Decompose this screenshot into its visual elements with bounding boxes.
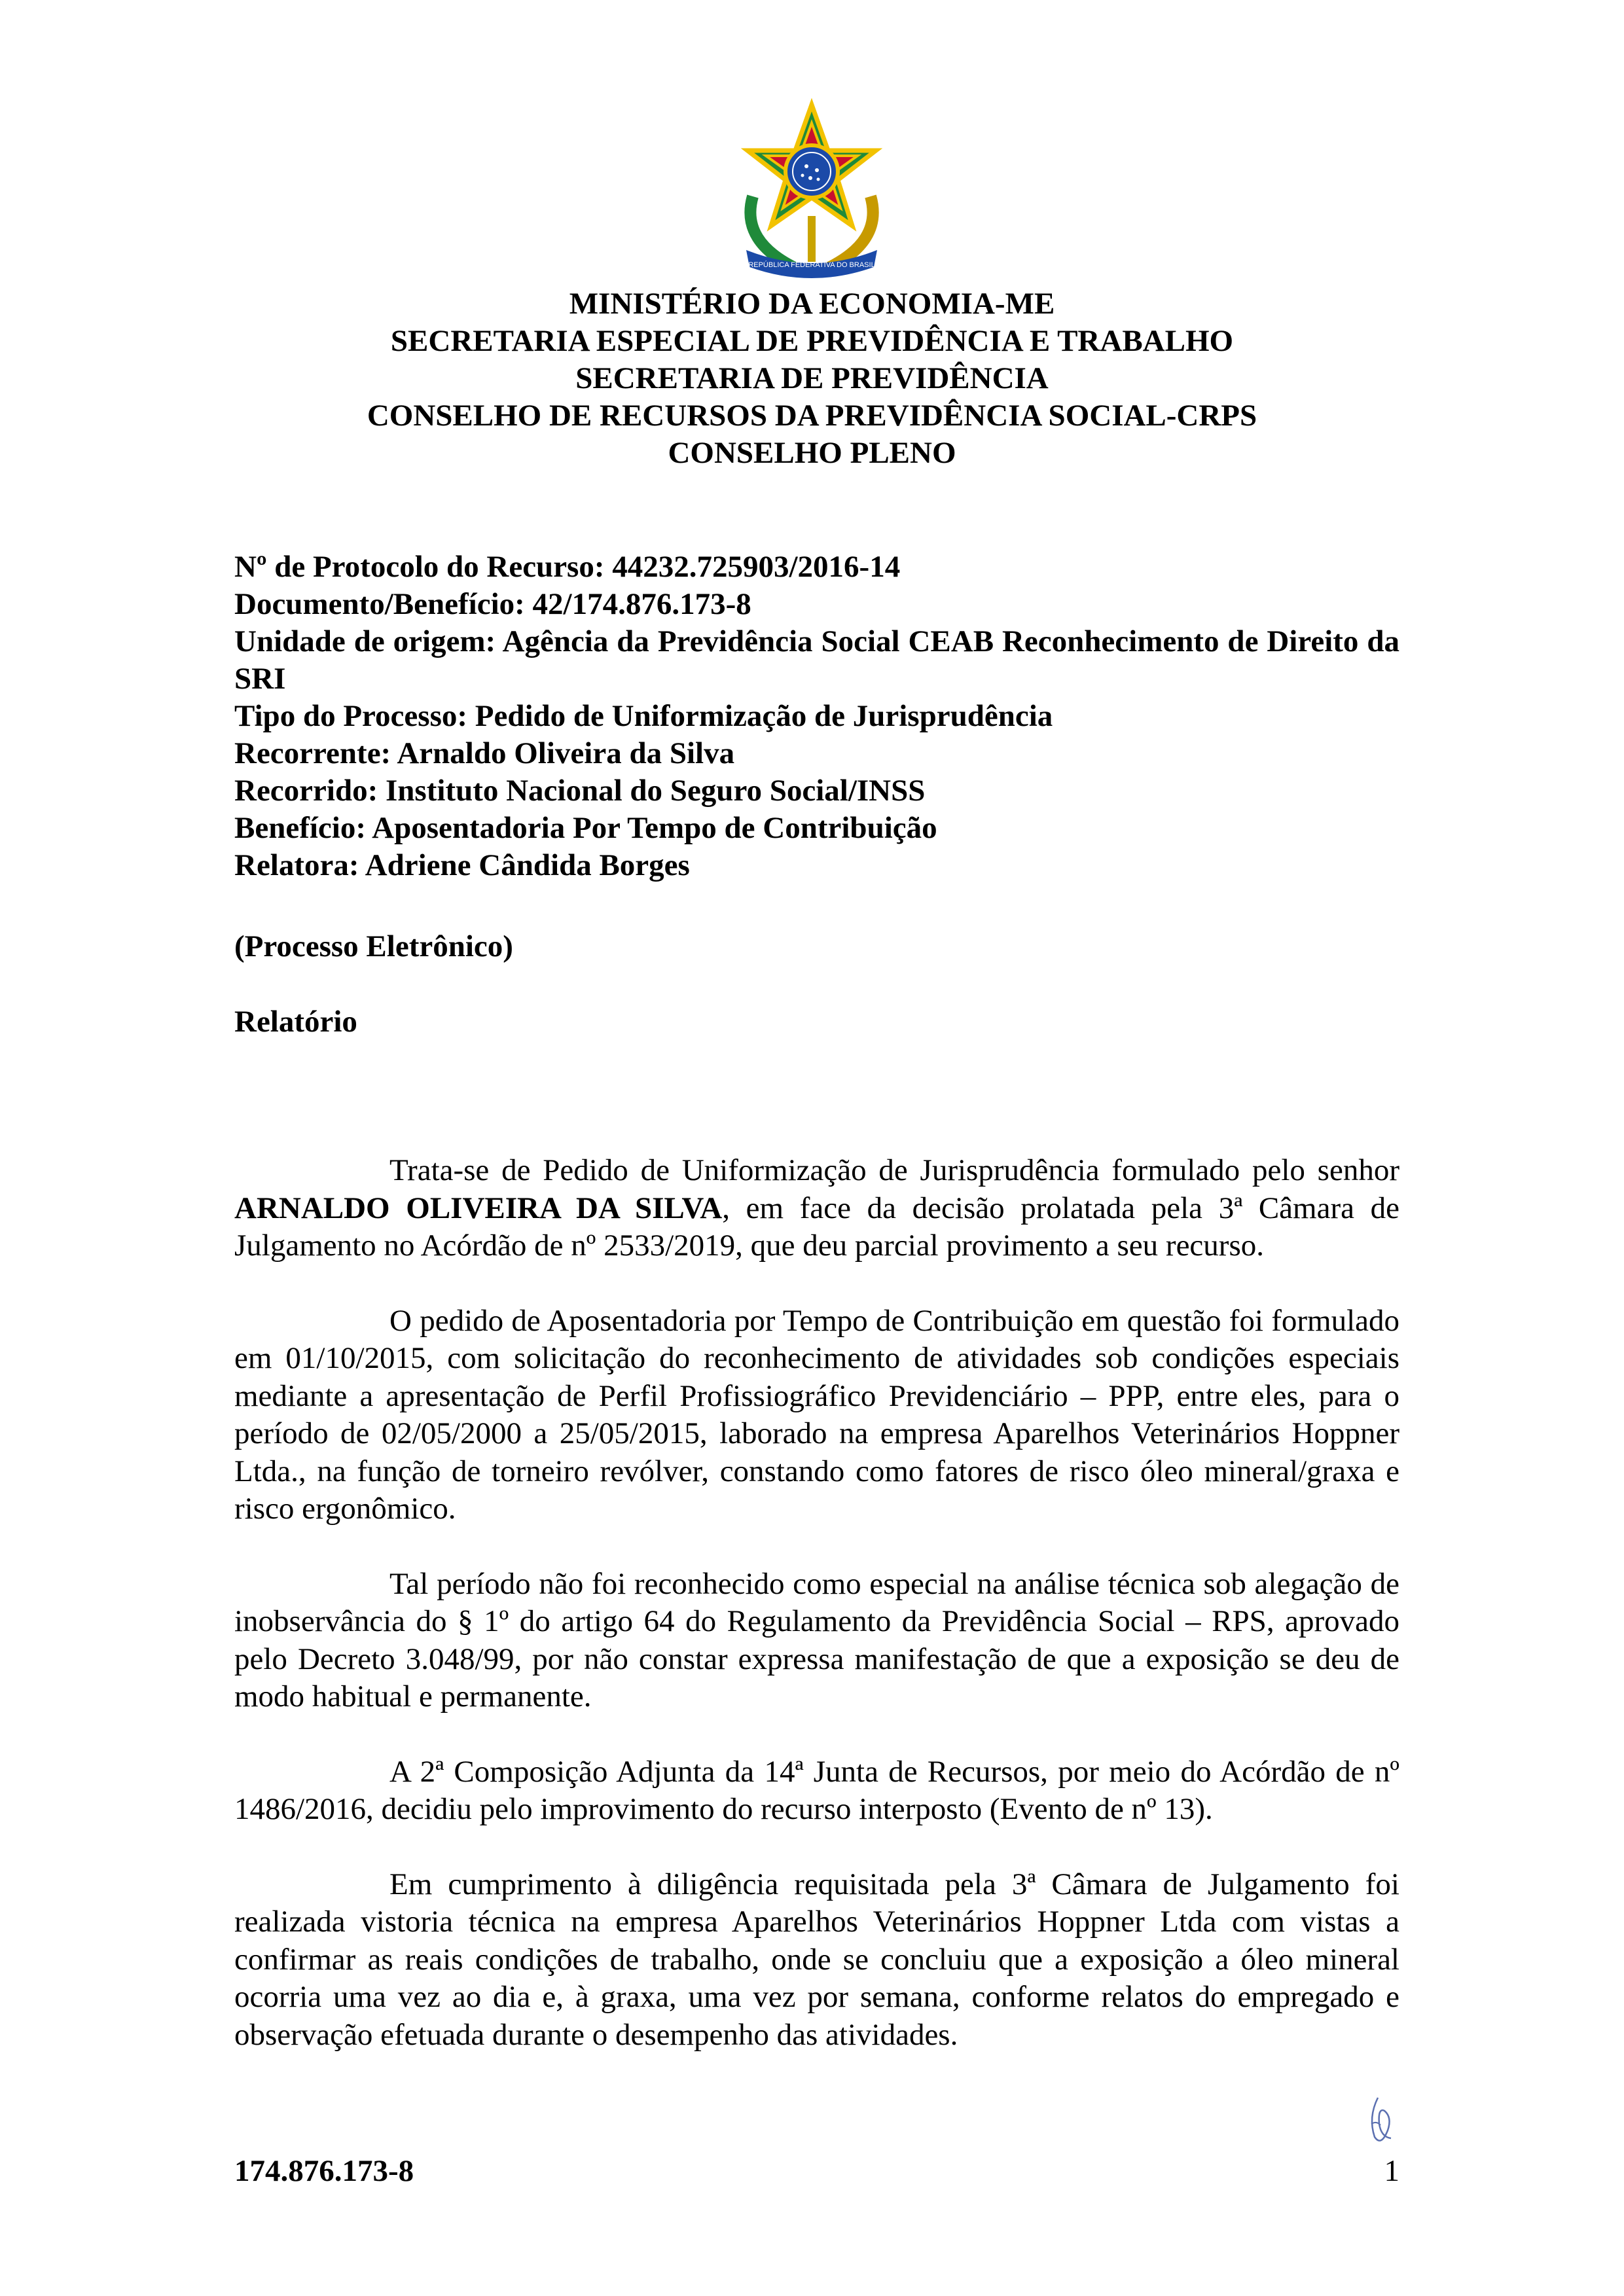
header-block (0, 285, 1624, 472)
paragraph-1-part-a: Trata-se de Pedido de Uniformização de Jurisprudência formulado pelo senhor (389, 1153, 1399, 1187)
paragraph-5: Em cumprimento à diligência requisitada pela 3ª Câmara de Julgamento foi realizada vistoria técnica na empresa Aparelhos Veterinários Hoppner Ltda com vistas a confirmar as reais condições de trabalho, onde se concluiu que a exposição a óleo mineral ocorria uma vez ao dia e, à graxa, uma vez por semana, conforme relatos do empregado e observação efetuada durante o desempenho das atividades. (234, 1867, 1399, 2052)
paragraph-4: A 2ª Composição Adjunta da 14ª Junta de Recursos, por meio do Acórdão de nº 1486/2016, decidiu pelo improvimento do recurso interposto (Evento de nº 13). (234, 1754, 1399, 1826)
meta-tipo: Tipo do Processo: Pedido de Uniformização de Jurisprudência (234, 699, 1053, 733)
meta-protocolo: Nº de Protocolo do Recurso: 44232.725903/2016-14 (234, 550, 901, 584)
emblem-ribbon-text: REPÚBLICA FEDERATIVA DO BRASIL (748, 261, 875, 269)
process-metadata (234, 548, 1399, 884)
header-line-conselho-recursos: CONSELHO DE RECURSOS DA PREVIDÊNCIA SOCIAL-CRPS (367, 399, 1257, 433)
section-title: Relatório (234, 1005, 357, 1039)
meta-recorrido: Recorrido: Instituto Nacional do Seguro Social/INSS (234, 774, 926, 808)
meta-unidade: Unidade de origem: Agência da Previdência Social CEAB Reconhecimento de Direito da SRI (234, 624, 1399, 696)
paragraph-1-part-b: , em face da decisão prolatada pela 3ª Câmara de Julgamento no Acórdão de nº 2533/2019, que deu parcial provimento a seu recurso. (234, 1191, 1399, 1263)
document-body (234, 1152, 1399, 2091)
footer-page-number: 1 (1384, 2154, 1399, 2188)
paragraph-1-name: ARNALDO OLIVEIRA DA SILVA (234, 1191, 723, 1225)
header-line-secretaria-especial: SECRETARIA ESPECIAL DE PREVIDÊNCIA E TRABALHO (390, 324, 1234, 358)
header-line-secretaria: SECRETARIA DE PREVIDÊNCIA (575, 361, 1049, 395)
header-line-ministerio: MINISTÉRIO DA ECONOMIA-ME (569, 287, 1055, 321)
meta-relatora: Relatora: Adriene Cândida Borges (234, 848, 690, 882)
header-line-conselho-pleno: CONSELHO PLENO (668, 436, 956, 470)
processo-label: (Processo Eletrônico) (234, 929, 513, 963)
coat-of-arms-brazil-icon (727, 98, 897, 288)
footer-document-id: 174.876.173-8 (234, 2154, 414, 2188)
meta-documento: Documento/Benefício: 42/174.876.173-8 (234, 587, 751, 621)
paragraph-1 (234, 1152, 1399, 1265)
signature-initials-icon (1358, 2091, 1404, 2150)
meta-recorrente: Recorrente: Arnaldo Oliveira da Silva (234, 736, 735, 770)
paragraph-3: Tal período não foi reconhecido como especial na análise técnica sob alegação de inobservância do § 1º do artigo 64 do Regulamento da Previdência Social – RPS, aprovado pelo Decreto 3.048/99, por não constar expressa manifestação de que a exposição se deu de modo habitual e permanente. (234, 1566, 1399, 1713)
paragraph-2: O pedido de Aposentadoria por Tempo de Contribuição em questão foi formulado em 01/10/2015, com solicitação do reconhecimento de atividades sob condições especiais mediante a apresentação de Perfil Profissiográfico Previdenciário – PPP, entre eles, para o período de 02/05/2000 a 25/05/2015, laborado na empresa Aparelhos Veterinários Hoppner Ltda., na função de torneiro revólver, constando como fatores de risco óleo mineral/graxa e risco ergonômico. (234, 1303, 1399, 1526)
meta-beneficio: Benefício: Aposentadoria Por Tempo de Contribuição (234, 811, 937, 845)
